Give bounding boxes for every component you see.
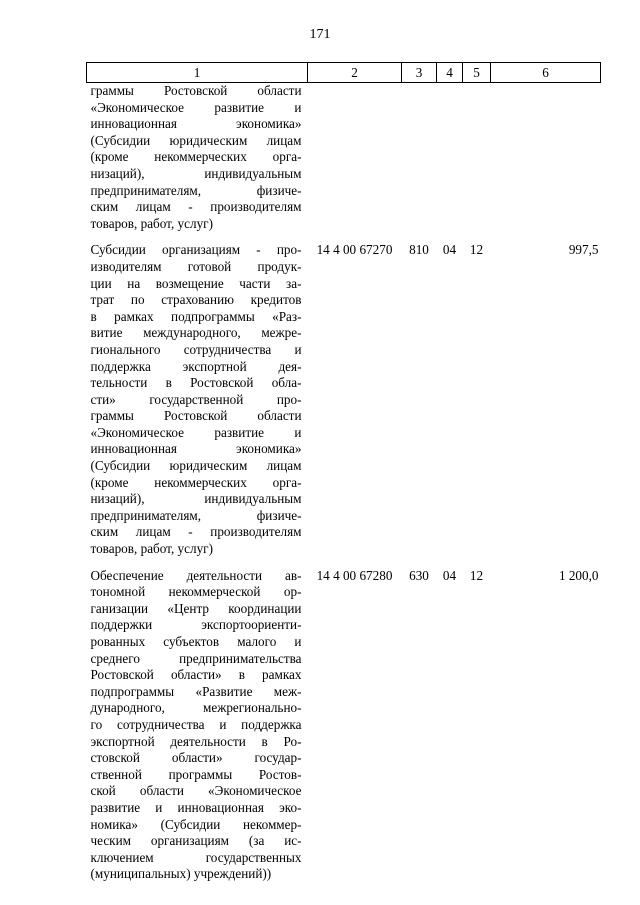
header-col-3: 3 bbox=[402, 63, 437, 83]
row-spacer bbox=[87, 232, 601, 242]
row-section bbox=[437, 83, 463, 233]
table-row bbox=[87, 83, 601, 233]
row-expense-type bbox=[402, 83, 437, 233]
description-line: тономной некоммерческой ор- bbox=[90, 584, 302, 600]
description-line: ческим организациям (за ис- bbox=[90, 833, 302, 849]
row-description bbox=[87, 242, 308, 557]
description-line: граммы Ростовской области bbox=[90, 408, 302, 424]
description-line: рованных субъектов малого и bbox=[90, 634, 302, 649]
header-col-2: 2 bbox=[308, 63, 402, 83]
header-col-6: 6 bbox=[491, 63, 601, 83]
row-amount: 1 200,0 bbox=[558, 567, 599, 583]
description-line: Субсидии организациям - про- bbox=[90, 242, 302, 258]
row-target-code: 14 4 00 67280 bbox=[316, 567, 393, 583]
row-spacer-cell bbox=[87, 232, 601, 242]
row-subsection: 12 bbox=[469, 242, 484, 258]
description-line: ской области «Экономическое bbox=[90, 783, 302, 799]
description-line: изводителям готовой продук- bbox=[90, 258, 302, 274]
header-col-5: 5 bbox=[463, 63, 491, 83]
table-row bbox=[87, 568, 601, 883]
description-line: ганизации «Центр координации bbox=[90, 600, 302, 616]
row-section: 04 bbox=[442, 242, 457, 258]
description-line: развитие и инновационная эко- bbox=[90, 799, 302, 815]
table-row bbox=[87, 242, 601, 557]
row-target-code bbox=[308, 83, 402, 233]
description-line: (муниципальных) учреждений)) bbox=[90, 866, 272, 882]
description-line: сти» государственной про- bbox=[90, 391, 302, 407]
description-line: (Субсидии юридическим лицам bbox=[90, 458, 302, 474]
description-line: инновационная экономика» bbox=[90, 441, 302, 457]
description-line: трат по страхованию кредитов bbox=[90, 292, 302, 308]
description-line: номика» (Субсидии некоммер- bbox=[90, 816, 302, 832]
description-line: граммы Ростовской области bbox=[90, 83, 302, 98]
description-line: товаров, работ, услуг) bbox=[90, 215, 213, 231]
description-line: низаций), индивидуальным bbox=[90, 165, 302, 181]
description-line: среднего предпринимательства bbox=[90, 650, 302, 666]
row-description bbox=[87, 83, 308, 233]
description-line: ключением государственных bbox=[90, 849, 302, 865]
description-line: (кроме некоммерческих орга- bbox=[90, 149, 302, 165]
row-subsection bbox=[463, 83, 491, 233]
row-spacer-cell bbox=[87, 558, 601, 568]
description-line: инновационная экономика» bbox=[90, 116, 302, 132]
description-line: подпрограммы «Развитие меж- bbox=[90, 683, 302, 699]
description-line: (кроме некоммерческих орга- bbox=[90, 474, 302, 490]
row-expense-type: 810 bbox=[409, 242, 429, 258]
description-line: низаций), индивидуальным bbox=[90, 491, 302, 507]
row-spacer bbox=[87, 558, 601, 568]
description-line: экспортной деятельности в Ро- bbox=[90, 733, 302, 749]
row-target-code: 14 4 00 67270 bbox=[316, 242, 393, 258]
row-expense-type: 630 bbox=[409, 567, 429, 583]
description-line: тельности в Ростовской обла- bbox=[90, 375, 302, 391]
row-description bbox=[87, 568, 308, 883]
description-line: поддержка экспортной дея- bbox=[90, 358, 302, 374]
row-subsection: 12 bbox=[469, 567, 484, 583]
description-line: предпринимателям, физиче- bbox=[90, 507, 302, 523]
row-amount bbox=[491, 83, 601, 233]
description-line: ским лицам - производителям bbox=[90, 524, 302, 540]
description-line: поддержки экспортоориенти- bbox=[90, 617, 302, 633]
description-line: предпринимателям, физиче- bbox=[90, 182, 302, 198]
description-line: го сотрудничества и поддержка bbox=[90, 716, 302, 732]
row-section: 04 bbox=[442, 567, 457, 583]
header-col-4: 4 bbox=[437, 63, 463, 83]
description-line: ским лицам - производителям bbox=[90, 199, 302, 215]
description-line: (Субсидии юридическим лицам bbox=[90, 132, 302, 148]
description-line: ции на возмещение части за- bbox=[90, 275, 302, 291]
header-row bbox=[87, 63, 601, 83]
page-number: 171 bbox=[309, 27, 331, 42]
table-body bbox=[87, 83, 601, 883]
description-line: «Экономическое развитие и bbox=[90, 99, 302, 115]
description-line: «Экономическое развитие и bbox=[90, 424, 302, 440]
row-amount: 997,5 bbox=[568, 242, 599, 258]
header-col-1: 1 bbox=[87, 63, 308, 83]
description-line: в рамках подпрограммы «Раз- bbox=[90, 308, 302, 324]
description-line: стовской области» государ- bbox=[90, 750, 302, 766]
description-line: Обеспечение деятельности ав- bbox=[90, 567, 302, 583]
description-line: ственной программы Ростов- bbox=[90, 766, 302, 782]
description-line: витие международного, межре- bbox=[90, 325, 302, 341]
description-line: товаров, работ, услуг) bbox=[90, 541, 213, 557]
description-line: гионального сотрудничества и bbox=[90, 341, 302, 357]
description-line: дународного, межрегионально- bbox=[90, 700, 302, 716]
budget-table bbox=[86, 62, 601, 883]
description-line: Ростовской области» в рамках bbox=[90, 667, 302, 683]
